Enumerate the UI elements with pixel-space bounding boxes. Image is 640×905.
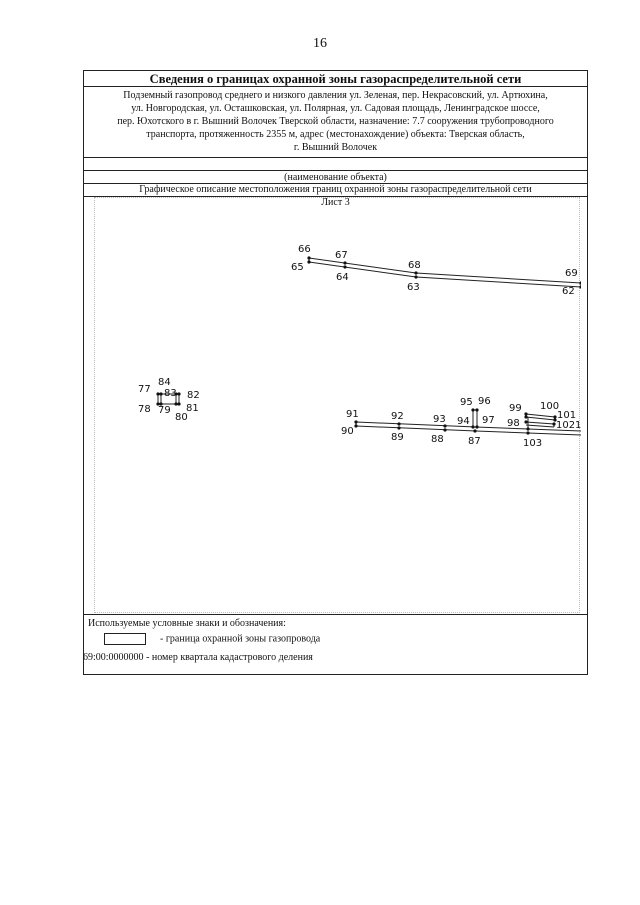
vertex-label: 103 [523,438,543,449]
vertex-label: 100 [540,401,560,412]
legend [83,614,587,663]
vertex-label: 89 [391,432,404,443]
vertex-label: 102 [556,420,576,431]
vertex-label: 92 [391,411,404,422]
vertex-label: 67 [335,250,348,261]
vertex-label: 96 [478,396,491,407]
vertex-label: 80 [175,412,188,423]
legend-cadastral-symbol: 69:00:0000000 [83,652,144,663]
vertex-label: 79 [158,405,171,416]
vertex-label: 90 [341,426,354,437]
vertex-label: 101 [557,410,577,421]
page-number: 16 [313,36,327,51]
vertex-label: 66 [298,244,311,255]
spacer-row [84,158,587,171]
vertex-label: 78 [138,404,151,415]
vertex-label: 93 [433,414,446,425]
vertex-label: 99 [509,403,522,414]
vertex-label: 83 [164,388,177,399]
vertex-label: 64 [336,272,349,283]
vertex-label: 63 [407,282,420,293]
vertex-label: 1 [575,420,581,431]
description-line: пер. Юхотского в г. Вышний Волочек Тверской области, назначение: 7.7 сооружения трубопроводного [117,116,554,127]
graphic-description-title: Графическое описание местоположения границ охранной зоны газораспределительной сети [84,184,587,197]
legend-item-zone-boundary [104,633,320,645]
vertex-label: 65 [291,262,304,273]
legend-item-text: - номер квартала кадастрового деления [143,652,313,663]
vertex-label: 69 [565,268,578,279]
description-line: Подземный газопровод среднего и низкого давления ул. Зеленая, пер. Некрасовский, ул. Артюхина, [123,90,548,101]
object-name-caption: (наименование объекта) [84,171,587,184]
vertex-label: 62 [562,286,575,297]
vertex-label: 68 [408,260,421,271]
document-frame [83,70,588,675]
vertex-label: 97 [482,415,495,426]
vertex-label: 95 [460,397,473,408]
vertex-label: 82 [187,390,200,401]
legend-boundary-symbol [104,633,146,645]
section-title: Сведения о границах охранной зоны газораспределительной сети [84,71,587,87]
description-line: транспорта, протяженность 2355 м, адрес (местонахождение) объекта: Тверская область, [146,129,525,140]
boundary-plan [95,198,581,614]
sheet-label: Лист 3 [321,197,350,208]
legend-item-text: - граница охранной зоны газопровода [160,633,321,645]
legend-title: Используемые условные знаки и обозначения: [88,618,286,629]
description-line: ул. Новгородская, ул. Осташковская, ул. Полярная, ул. Садовая площадь, Ленинградское шоссе, [131,103,540,114]
map-area [94,197,580,613]
boundary-corridor-north [309,258,581,287]
vertex-label: 77 [138,384,151,395]
vertex-label: 98 [507,418,520,429]
description-line: г. Вышний Волочек [293,142,378,153]
legend-item-cadastral-quarter [83,652,313,663]
vertex-label: 91 [346,409,359,420]
vertex-label: 84 [158,377,171,388]
vertex-label: 81 [186,403,199,414]
vertex-label: 87 [468,436,481,447]
vertex-labels [138,244,581,449]
object-description [84,87,587,158]
vertex-label: 94 [457,416,470,427]
vertex-label: 88 [431,434,444,445]
